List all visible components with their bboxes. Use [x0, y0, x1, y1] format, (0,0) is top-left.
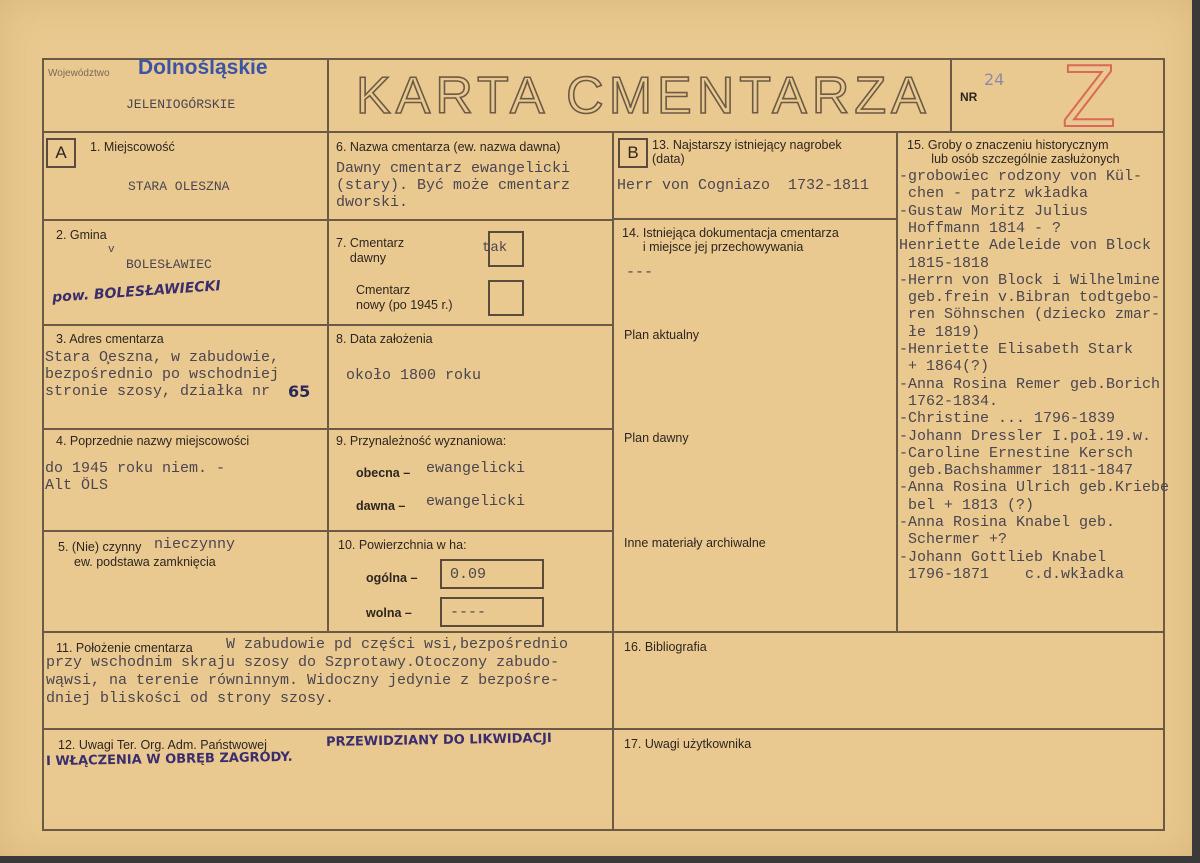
- divider: [42, 631, 1164, 633]
- grave-entry-line: geb.Bachshammer 1811-1847: [899, 462, 1134, 480]
- divider: [42, 131, 1164, 133]
- field-12-hand-2: I WŁĄCZENIA W OBRĘB ZAGRODY.: [45, 749, 293, 770]
- grave-entry-line: geb.frein v.Bibran todtgebo-: [899, 289, 1161, 307]
- grave-entry-line: łe 1819): [899, 323, 981, 341]
- field-12-hand-1: PRZEWIDZIANY DO LIKWIDACJI: [325, 731, 552, 750]
- field-5-value: nieczynny: [154, 536, 236, 553]
- field-9-former-value: ewangelicki: [426, 493, 526, 510]
- field-11-line-4: dniej bliskości od strony szosy.: [46, 690, 335, 707]
- section-b-letter: B: [627, 143, 639, 162]
- grave-entry-line: ren Söhnschen (dziecko zmar-: [899, 306, 1161, 324]
- category-mark: Z: [1062, 46, 1116, 145]
- divider: [42, 428, 614, 430]
- plan-old-label: Plan dawny: [624, 431, 689, 445]
- grave-entry-line: -grobowiec rodzony von Kül-: [899, 168, 1143, 185]
- area-total-value: 0.09: [450, 566, 487, 583]
- grave-entry-line: Henriette Adeleide von Block: [899, 237, 1152, 255]
- nr-label: NR: [960, 90, 978, 104]
- field-3-parcel: 65: [288, 382, 311, 401]
- grave-entry-line: -Christine ... 1796-1839: [899, 410, 1116, 428]
- field-6-line-1: Dawny cmentarz ewangelicki: [336, 160, 571, 177]
- old-cemetery-checkbox[interactable]: [482, 231, 524, 267]
- field-10-free-label: wolna –: [366, 606, 412, 620]
- divider: [42, 219, 614, 221]
- area-total-field[interactable]: [440, 559, 544, 589]
- field-1-value: STARA OLESZNA: [128, 179, 230, 194]
- new-cemetery-checkbox[interactable]: [488, 280, 524, 316]
- other-materials-label: Inne materiały archiwalne: [624, 536, 766, 550]
- divider: [42, 530, 614, 532]
- field-14-value: ---: [626, 264, 654, 281]
- frame-left: [42, 58, 44, 831]
- grave-entry-line: chen - patrz wkładka: [899, 185, 1089, 203]
- grave-entry-line: -Johann Dressler I.poł.19.w.: [899, 427, 1152, 445]
- area-free-value: ----: [450, 604, 487, 621]
- section-a-letter: A: [55, 143, 67, 162]
- field-6-label: 6. Nazwa cmentarza (ew. nazwa dawna): [336, 140, 561, 154]
- grave-entry-line: Hoffmann 1814 - ?: [899, 219, 1062, 237]
- field-4-line-1: do 1945 roku niem. -: [45, 460, 226, 477]
- grave-entry-line: -Henriette Elisabeth Stark: [899, 341, 1134, 358]
- field-7-new-label: Cmentarz nowy (po 1945 r.): [356, 283, 453, 312]
- nr-value: 24: [984, 70, 1005, 89]
- field-11-line-3: wąwsi, na terenie równinnym. Widoczny jedynie z bezpośre-: [46, 672, 560, 689]
- area-free-field[interactable]: [440, 597, 544, 627]
- card-title: KARTA CMENTARZA: [356, 67, 931, 125]
- field-11-line-2: przy wschodnim skraju szosy do Szprotawy.Otoczony zabudo-: [46, 654, 560, 671]
- voivodeship-stamp: Dolnośląskie: [138, 56, 268, 79]
- field-6-line-3: dworski.: [336, 194, 409, 211]
- field-4-label: 4. Poprzednie nazwy miejscowości: [56, 434, 250, 448]
- divider: [42, 324, 614, 326]
- grave-entry-line: -Anna Rosina Knabel geb.: [899, 514, 1116, 531]
- grave-entry-line: -Anna Rosina Remer geb.Borich: [899, 375, 1161, 393]
- divider: [612, 131, 614, 831]
- field-10-total-label: ogólna –: [366, 571, 418, 585]
- field-16-label: 16. Bibliografia: [624, 640, 707, 654]
- divider: [896, 131, 898, 631]
- grave-entry-line: 1815-1818: [899, 254, 990, 272]
- grave-entry-line: -Anna Rosina Ulrich geb.Kriebe: [899, 479, 1170, 497]
- field-11-line-1: W zabudowie pd części wsi,bezpośrednio: [226, 636, 569, 653]
- field-5-label-1: 5. (Nie) czynny: [58, 540, 142, 554]
- voivodeship-label: Województwo: [48, 68, 110, 79]
- field-10-label: 10. Powierzchnia w ha:: [338, 538, 467, 552]
- divider: [950, 58, 952, 132]
- field-9-former-label: dawna –: [356, 499, 406, 513]
- field-2-value: BOLESŁAWIEC: [126, 257, 212, 272]
- divider: [327, 58, 329, 132]
- field-9-label: 9. Przynależność wyznaniowa:: [336, 434, 507, 448]
- field-17-label: 17. Uwagi użytkownika: [624, 737, 752, 751]
- voivodeship-typed: JELENIOGÓRSKIE: [126, 97, 236, 112]
- field-12-label: 12. Uwagi Ter. Org. Adm. Państwowej: [58, 738, 267, 752]
- field-3-line-3: stronie szosy, działka nr: [45, 383, 271, 400]
- field-7-old-label: 7. Cmentarz dawny: [336, 236, 405, 265]
- grave-entry-line: bel + 1813 (?): [899, 496, 1035, 514]
- field-9-current-label: obecna –: [356, 466, 411, 480]
- section-b-marker: [618, 138, 648, 168]
- grave-entry-line: -Caroline Ernestine Kersch: [899, 444, 1134, 462]
- field-13-value: Herr von Cogniazo 1732-1811: [617, 177, 870, 194]
- field-11-label: 11. Położenie cmentarza: [56, 641, 193, 655]
- frame-bottom: [42, 829, 1164, 831]
- divider: [612, 218, 898, 220]
- field-6-line-2: (stary). Być może cmentarz: [336, 177, 571, 194]
- field-3-label: 3. Adres cmentarza: [56, 332, 164, 346]
- field-5-label-2: ew. podstawa zamknięcia: [74, 555, 216, 569]
- field-2-label: 2. Gmina: [56, 228, 107, 242]
- plan-current-label: Plan aktualny: [624, 328, 700, 342]
- grave-entry-line: 1796-1871 c.d.wkładka: [899, 565, 1125, 583]
- grave-entry-line: 1762-1834.: [899, 392, 999, 410]
- divider: [327, 131, 329, 631]
- field-8-value: około 1800 roku: [346, 367, 482, 384]
- field-4-line-2: Alt ÖLS: [45, 477, 109, 494]
- section-a-marker: [46, 138, 76, 168]
- field-13-label: 13. Najstarszy istniejący nagrobek (data): [652, 138, 842, 166]
- field-8-label: 8. Data założenia: [336, 332, 433, 346]
- historic-graves-list: [899, 168, 1189, 598]
- field-15-label: 15. Groby o znaczeniu historycznym lub osób szczególnie zasłużonych: [907, 138, 1120, 166]
- grave-entry-line: Schermer +?: [899, 531, 1008, 549]
- grave-entry-line: + 1864(?): [899, 358, 990, 376]
- divider: [42, 728, 1164, 730]
- field-9-current-value: ewangelicki: [426, 460, 526, 477]
- field-3-line-1: Stara O̧eszna, w zabudowie,: [45, 349, 280, 366]
- grave-entry-line: -Gustaw Moritz Julius: [899, 202, 1089, 220]
- field-2-small: v: [108, 244, 115, 256]
- field-1-label: 1. Miejscowość: [90, 140, 175, 154]
- old-cemetery-value: tak: [482, 240, 508, 256]
- grave-entry-line: -Johann Gottlieb Knabel: [899, 548, 1107, 566]
- grave-entry-line: -Herrn von Block i Wilhelmine: [899, 271, 1161, 289]
- field-2-handwritten: pow. BOLESŁAWIECKI: [51, 278, 222, 306]
- field-14-label: 14. Istniejąca dokumentacja cmentarza i miejsce jej przechowywania: [622, 226, 839, 254]
- field-3-line-2: bezpośrednio po wschodniej: [45, 366, 280, 383]
